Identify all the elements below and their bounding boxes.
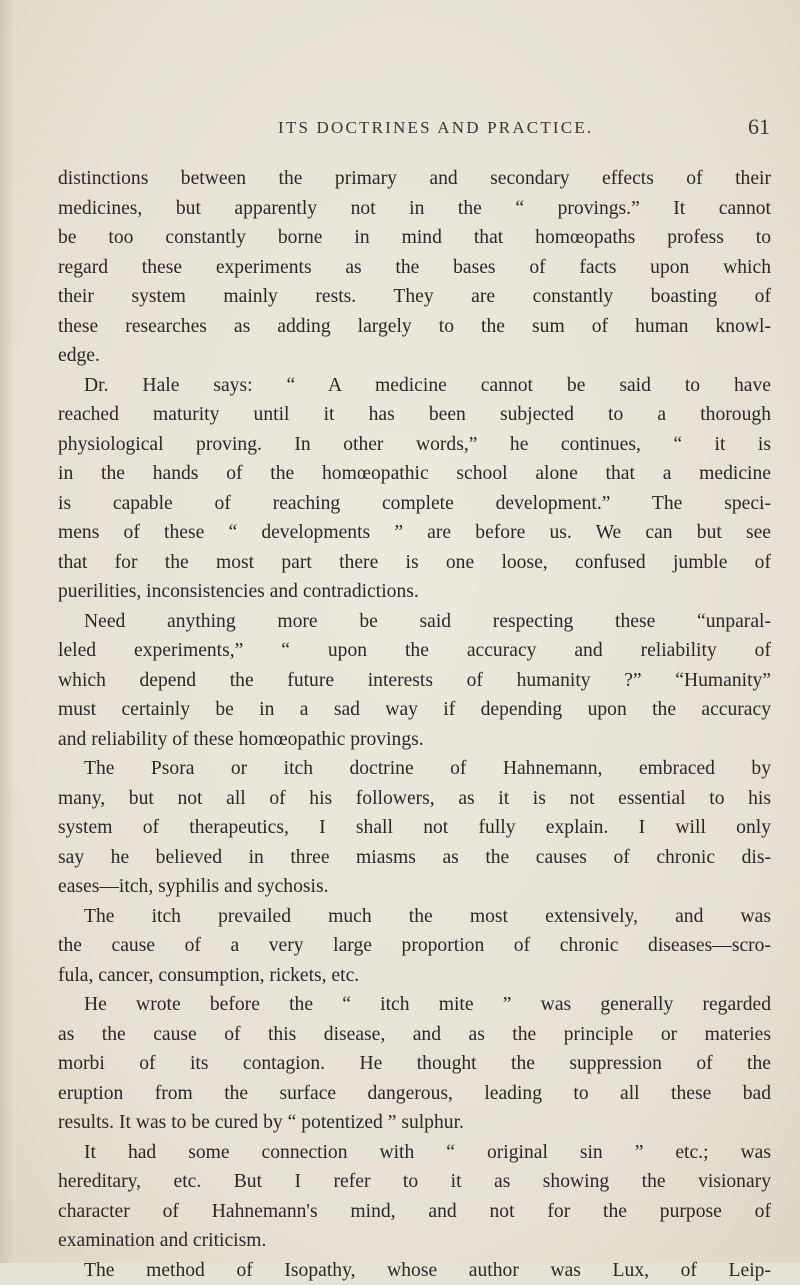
text-line: in the hands of the homœopathic school alone that a medicine	[58, 459, 771, 489]
text-line: many, but not all of his followers, as it is not essential to his	[58, 784, 771, 814]
text-line: edge.	[58, 341, 771, 371]
text-line: results. It was to be cured by “ potentized ” sulphur.	[58, 1108, 771, 1138]
text-line: medicines, but apparently not in the “ provings.” It cannot	[58, 194, 771, 224]
text-line: fula, cancer, consumption, rickets, etc.	[58, 961, 771, 991]
text-line: system of therapeutics, I shall not fully explain. I will only	[58, 813, 771, 843]
text-line: The itch prevailed much the most extensively, and was	[58, 902, 771, 932]
text-line: character of Hahnemann's mind, and not for the purpose of	[58, 1197, 771, 1227]
text-line: morbi of its contagion. He thought the suppression of the	[58, 1049, 771, 1079]
text-line: which depend the future interests of humanity ?” “Humanity”	[58, 666, 771, 696]
text-line: eruption from the surface dangerous, leading to all these bad	[58, 1079, 771, 1109]
page-header	[278, 118, 770, 158]
text-line: distinctions between the primary and secondary effects of their	[58, 164, 771, 194]
page-gutter-shadow	[0, 0, 14, 1263]
text-line: mens of these “ developments ” are before us. We can but see	[58, 518, 771, 548]
text-line: as the cause of this disease, and as the principle or materies	[58, 1020, 771, 1050]
text-line: say he believed in three miasms as the causes of chronic dis-	[58, 843, 771, 873]
running-title: ITS DOCTRINES AND PRACTICE.	[278, 118, 593, 138]
text-line: regard these experiments as the bases of facts upon which	[58, 253, 771, 283]
text-line: that for the most part there is one loose, confused jumble of	[58, 548, 771, 578]
text-line: Need anything more be said respecting these “unparal-	[58, 607, 771, 637]
text-line: eases—itch, syphilis and sychosis.	[58, 872, 771, 902]
text-line: reached maturity until it has been subjected to a thorough	[58, 400, 771, 430]
text-line: must certainly be in a sad way if depending upon the accuracy	[58, 695, 771, 725]
text-line: The method of Isopathy, whose author was Lux, of Leip-	[58, 1256, 771, 1285]
text-line: puerilities, inconsistencies and contradictions.	[58, 577, 771, 607]
text-line: physiological proving. In other words,” he continues, “ it is	[58, 430, 771, 460]
text-line: He wrote before the “ itch mite ” was generally regarded	[58, 990, 771, 1020]
text-line: hereditary, etc. But I refer to it as showing the visionary	[58, 1167, 771, 1197]
text-line: It had some connection with “ original sin ” etc.; was	[58, 1138, 771, 1168]
text-line: Dr. Hale says: “ A medicine cannot be said to have	[58, 371, 771, 401]
body-text	[58, 164, 771, 1285]
text-line: and reliability of these homœopathic provings.	[58, 725, 771, 755]
text-line: is capable of reaching complete development.” The speci-	[58, 489, 771, 519]
text-line: be too constantly borne in mind that homœopaths profess to	[58, 223, 771, 253]
text-line: The Psora or itch doctrine of Hahnemann, embraced by	[58, 754, 771, 784]
text-line: these researches as adding largely to the sum of human knowl-	[58, 312, 771, 342]
text-line: examination and criticism.	[58, 1226, 771, 1256]
text-line: leled experiments,” “ upon the accuracy and reliability of	[58, 636, 771, 666]
text-line: their system mainly rests. They are constantly boasting of	[58, 282, 771, 312]
text-line: the cause of a very large proportion of chronic diseases—scro-	[58, 931, 771, 961]
page-number: 61	[748, 114, 770, 140]
